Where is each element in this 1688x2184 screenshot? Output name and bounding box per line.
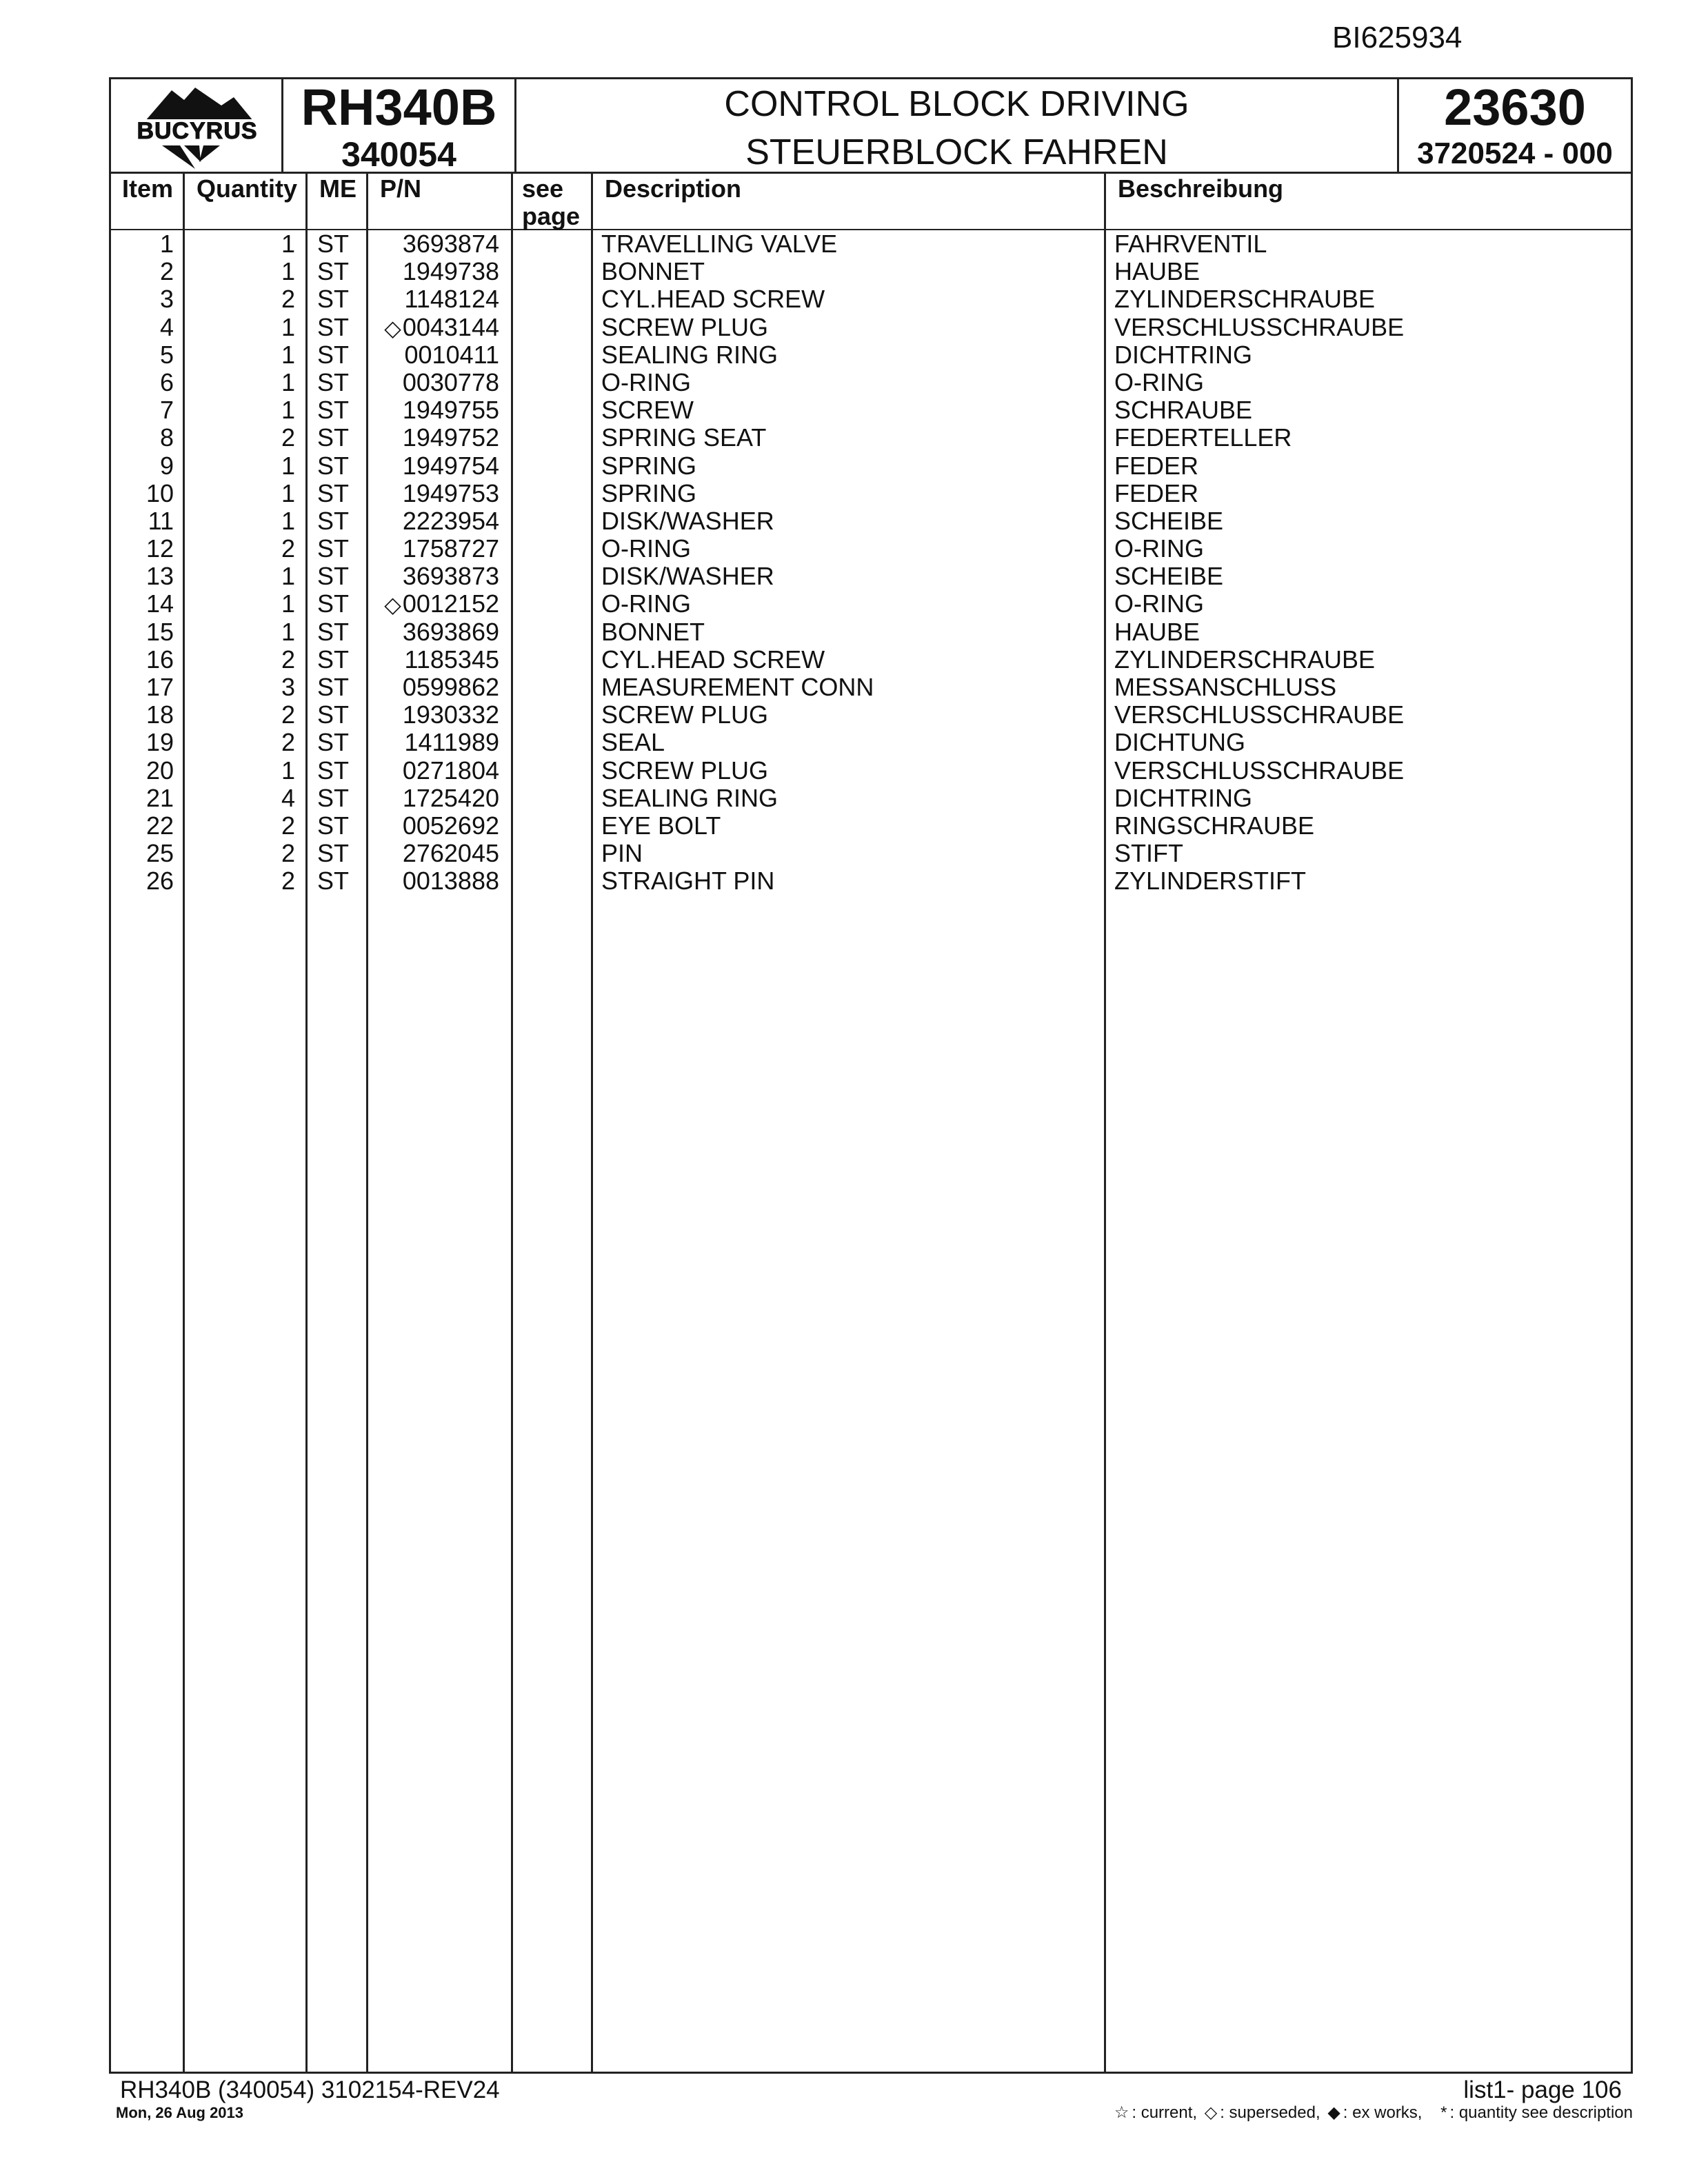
table-row <box>109 618 1633 646</box>
table-row <box>109 812 1633 840</box>
part-number: 1148124 <box>404 285 499 314</box>
item-number: 26 <box>145 867 174 896</box>
unit: ST <box>317 423 350 452</box>
part-number-cell <box>403 230 499 258</box>
model-cell <box>283 79 516 172</box>
star-icon: ☆ <box>1114 2103 1129 2122</box>
beschreibung: ZYLINDERSCHRAUBE <box>1114 645 1376 674</box>
description: BONNET <box>601 257 705 286</box>
quantity: 1 <box>281 506 295 535</box>
beschreibung: FAHRVENTIL <box>1114 230 1267 258</box>
quantity: 1 <box>281 562 295 591</box>
beschreibung: DICHTUNG <box>1114 728 1245 757</box>
column-header-me: ME <box>319 174 356 203</box>
legend-ex-works: : ex works, <box>1343 2103 1423 2122</box>
part-number: 0010411 <box>404 340 499 369</box>
title-cell <box>516 79 1399 172</box>
model-number: RH340B <box>301 79 497 136</box>
table-row <box>109 452 1633 480</box>
unit: ST <box>317 756 350 785</box>
description: TRAVELLING VALVE <box>601 230 838 258</box>
quantity: 1 <box>281 396 295 425</box>
quantity: 2 <box>281 645 295 674</box>
part-number-cell <box>403 867 499 895</box>
part-number-cell <box>403 757 499 785</box>
part-number-cell <box>403 452 499 480</box>
superseded-icon: ◇ <box>384 315 401 341</box>
quantity: 2 <box>281 867 295 896</box>
beschreibung: FEDER <box>1114 451 1199 480</box>
table-row <box>109 314 1633 341</box>
table-row <box>109 535 1633 563</box>
beschreibung: RINGSCHRAUBE <box>1114 811 1315 840</box>
item-number: 15 <box>145 617 174 646</box>
diamond-outline-icon: ◇ <box>1204 2103 1218 2122</box>
part-number: 0052692 <box>402 811 499 840</box>
quantity: 1 <box>281 617 295 646</box>
item-number: 3 <box>159 285 174 314</box>
part-number: 0599862 <box>402 673 499 701</box>
part-number-cell <box>403 424 499 452</box>
quantity: 1 <box>281 367 295 396</box>
legend-quantity: : quantity see description <box>1449 2103 1633 2122</box>
beschreibung: FEDER <box>1114 478 1199 507</box>
quantity: 1 <box>281 451 295 480</box>
part-number: 1411989 <box>404 728 499 757</box>
beschreibung: MESSANSCHLUSS <box>1114 673 1337 701</box>
item-number: 14 <box>145 589 174 618</box>
item-number: 9 <box>159 451 174 480</box>
see-page-line-1: see <box>522 174 564 203</box>
part-number: 1949753 <box>402 478 499 507</box>
serial-number: 340054 <box>341 135 456 174</box>
part-number-cell <box>405 729 499 756</box>
unit: ST <box>317 478 350 507</box>
part-number-cell <box>403 840 499 867</box>
part-number-cell <box>403 480 499 507</box>
unit: ST <box>317 285 350 314</box>
item-number: 13 <box>145 562 174 591</box>
unit: ST <box>317 673 350 701</box>
table-row <box>109 840 1633 867</box>
description: MEASUREMENT CONN <box>601 673 874 701</box>
description: DISK/WASHER <box>601 562 774 591</box>
item-number: 2 <box>159 257 174 286</box>
quantity: 1 <box>281 478 295 507</box>
part-number-cell <box>403 507 499 535</box>
quantity: 1 <box>281 756 295 785</box>
part-number: 2762045 <box>402 839 499 868</box>
unit: ST <box>317 589 350 618</box>
unit: ST <box>317 562 350 591</box>
part-number: 2223954 <box>402 506 499 535</box>
item-number: 6 <box>159 367 174 396</box>
table-row <box>109 230 1633 258</box>
beschreibung: ZYLINDERSTIFT <box>1114 867 1307 896</box>
see-page-line-2: page <box>522 202 581 230</box>
unit: ST <box>317 340 350 369</box>
quantity: 1 <box>281 230 295 258</box>
table-row <box>109 729 1633 756</box>
description: CYL.HEAD SCREW <box>601 645 825 674</box>
description: SCREW PLUG <box>601 700 769 729</box>
column-header-beschreibung: Beschreibung <box>1118 174 1284 203</box>
beschreibung: O-RING <box>1114 589 1204 618</box>
table-row <box>109 396 1633 424</box>
item-number: 22 <box>145 811 174 840</box>
part-number-cell <box>405 341 499 369</box>
group-reference: 3720524 - 000 <box>1417 136 1613 170</box>
column-header-item: Item <box>122 174 174 203</box>
item-number: 20 <box>145 756 174 785</box>
item-number: 10 <box>145 478 174 507</box>
beschreibung: VERSCHLUSSCHRAUBE <box>1114 312 1405 341</box>
item-number: 8 <box>159 423 174 452</box>
table-row <box>109 369 1633 396</box>
part-number: 1758727 <box>402 534 499 563</box>
group-cell <box>1399 79 1631 172</box>
item-number: 1 <box>159 230 174 258</box>
part-number: 0012152 <box>402 589 499 618</box>
description: SCREW PLUG <box>601 756 769 785</box>
table-row <box>109 285 1633 313</box>
unit: ST <box>317 506 350 535</box>
column-header-see-page <box>522 175 580 230</box>
table-row <box>109 867 1633 895</box>
description: PIN <box>601 839 643 868</box>
item-number: 7 <box>159 396 174 425</box>
unit: ST <box>317 617 350 646</box>
item-number: 18 <box>145 700 174 729</box>
part-number-cell <box>403 785 499 812</box>
unit: ST <box>317 257 350 286</box>
beschreibung: SCHEIBE <box>1114 562 1224 591</box>
item-number: 16 <box>145 645 174 674</box>
item-number: 12 <box>145 534 174 563</box>
table-row <box>109 424 1633 452</box>
beschreibung: O-RING <box>1114 367 1204 396</box>
quantity: 1 <box>281 257 295 286</box>
column-header-pn: P/N <box>380 174 422 203</box>
part-number-cell <box>403 396 499 424</box>
beschreibung: VERSCHLUSSCHRAUBE <box>1114 756 1405 785</box>
description: CYL.HEAD SCREW <box>601 285 825 314</box>
quantity: 2 <box>281 534 295 563</box>
unit: ST <box>317 396 350 425</box>
part-number-cell <box>403 701 499 729</box>
quantity: 1 <box>281 340 295 369</box>
description: SEALING RING <box>601 340 778 369</box>
part-number-cell <box>384 590 499 618</box>
part-number: 1930332 <box>402 700 499 729</box>
logo-cell <box>111 79 283 172</box>
description: SPRING <box>601 451 697 480</box>
table-row <box>109 646 1633 674</box>
table-row <box>109 674 1633 701</box>
quantity: 2 <box>281 423 295 452</box>
unit: ST <box>317 534 350 563</box>
legend-current: : current, <box>1132 2103 1198 2122</box>
footer-document-ref: RH340B (340054) 3102154-REV24 <box>120 2076 500 2103</box>
unit: ST <box>317 728 350 757</box>
item-number: 19 <box>145 728 174 757</box>
beschreibung: HAUBE <box>1114 257 1200 286</box>
part-number: 1949752 <box>402 423 499 452</box>
group-number: 23630 <box>1444 79 1586 136</box>
part-number: 1949738 <box>402 257 499 286</box>
asterisk-icon: * <box>1440 2103 1447 2122</box>
quantity: 2 <box>281 285 295 314</box>
column-header-quantity: Quantity <box>197 174 298 203</box>
quantity: 1 <box>281 312 295 341</box>
unit: ST <box>317 367 350 396</box>
legend-superseded: : superseded, <box>1220 2103 1320 2122</box>
description: SPRING <box>601 478 697 507</box>
table-row <box>109 341 1633 369</box>
title-german: STEUERBLOCK FAHREN <box>745 132 1168 172</box>
quantity: 4 <box>281 783 295 812</box>
footer-date: Mon, 26 Aug 2013 <box>116 2104 244 2121</box>
unit: ST <box>317 230 350 258</box>
diamond-filled-icon: ◆ <box>1327 2103 1340 2122</box>
beschreibung: O-RING <box>1114 534 1204 563</box>
unit: ST <box>317 867 350 896</box>
quantity: 2 <box>281 700 295 729</box>
unit: ST <box>317 645 350 674</box>
part-number-cell <box>403 674 499 701</box>
description: SCREW PLUG <box>601 312 769 341</box>
beschreibung: HAUBE <box>1114 617 1200 646</box>
column-header-description: Description <box>605 174 742 203</box>
unit: ST <box>317 700 350 729</box>
parts-list-header <box>109 77 1633 174</box>
item-number: 17 <box>145 673 174 701</box>
item-number: 4 <box>159 312 174 341</box>
quantity: 1 <box>281 589 295 618</box>
table-row <box>109 258 1633 285</box>
unit: ST <box>317 783 350 812</box>
superseded-icon: ◇ <box>384 592 401 618</box>
part-number-cell <box>403 369 499 396</box>
table-row <box>109 507 1633 535</box>
part-number: 3693874 <box>402 230 499 258</box>
description: SEAL <box>601 728 665 757</box>
item-number: 21 <box>145 783 174 812</box>
description: BONNET <box>601 617 705 646</box>
parts-rows <box>109 230 1633 896</box>
beschreibung: ZYLINDERSCHRAUBE <box>1114 285 1376 314</box>
description: O-RING <box>601 534 691 563</box>
description: EYE BOLT <box>601 811 721 840</box>
table-row <box>109 480 1633 507</box>
table-row <box>109 563 1633 590</box>
part-number: 1725420 <box>402 783 499 812</box>
title-english: CONTROL BLOCK DRIVING <box>724 84 1189 124</box>
table-row <box>109 701 1633 729</box>
part-number: 1185345 <box>404 645 499 674</box>
beschreibung: STIFT <box>1114 839 1183 868</box>
item-number: 5 <box>159 340 174 369</box>
part-number: 0013888 <box>402 867 499 896</box>
part-number-cell <box>403 535 499 563</box>
svg-text:BUCYRUS: BUCYRUS <box>137 118 258 144</box>
quantity: 2 <box>281 839 295 868</box>
symbol-legend <box>1112 2103 1633 2123</box>
part-number: 3693873 <box>402 562 499 591</box>
beschreibung: SCHRAUBE <box>1114 396 1253 425</box>
quantity: 3 <box>281 673 295 701</box>
beschreibung: DICHTRING <box>1114 783 1252 812</box>
part-number-cell <box>405 646 499 674</box>
description: O-RING <box>601 367 691 396</box>
unit: ST <box>317 811 350 840</box>
part-number-cell <box>403 563 499 590</box>
part-number: 0043144 <box>402 312 499 341</box>
part-number-cell <box>405 285 499 313</box>
part-number: 0030778 <box>402 367 499 396</box>
description: STRAIGHT PIN <box>601 867 775 896</box>
item-number: 25 <box>145 839 174 868</box>
description: SPRING SEAT <box>601 423 767 452</box>
beschreibung: SCHEIBE <box>1114 506 1224 535</box>
beschreibung: FEDERTELLER <box>1114 423 1292 452</box>
part-number: 0271804 <box>402 756 499 785</box>
part-number-cell <box>403 618 499 646</box>
quantity: 2 <box>281 728 295 757</box>
beschreibung: DICHTRING <box>1114 340 1252 369</box>
unit: ST <box>317 312 350 341</box>
unit: ST <box>317 839 350 868</box>
description: O-RING <box>601 589 691 618</box>
description: SCREW <box>601 396 694 425</box>
part-number-cell <box>403 812 499 840</box>
table-row <box>109 757 1633 785</box>
part-number: 3693869 <box>402 617 499 646</box>
beschreibung: VERSCHLUSSCHRAUBE <box>1114 700 1405 729</box>
description: SEALING RING <box>601 783 778 812</box>
item-number: 11 <box>148 506 174 535</box>
quantity: 2 <box>281 811 295 840</box>
part-number-cell <box>384 314 499 342</box>
document-id: BI625934 <box>1332 21 1463 54</box>
description: DISK/WASHER <box>601 506 774 535</box>
bucyrus-logo <box>118 85 277 170</box>
unit: ST <box>317 451 350 480</box>
table-row <box>109 590 1633 618</box>
part-number: 1949755 <box>402 396 499 425</box>
table-row <box>109 785 1633 812</box>
part-number-cell <box>403 258 499 285</box>
footer-page: list1- page 106 <box>1463 2076 1622 2103</box>
part-number: 1949754 <box>402 451 499 480</box>
